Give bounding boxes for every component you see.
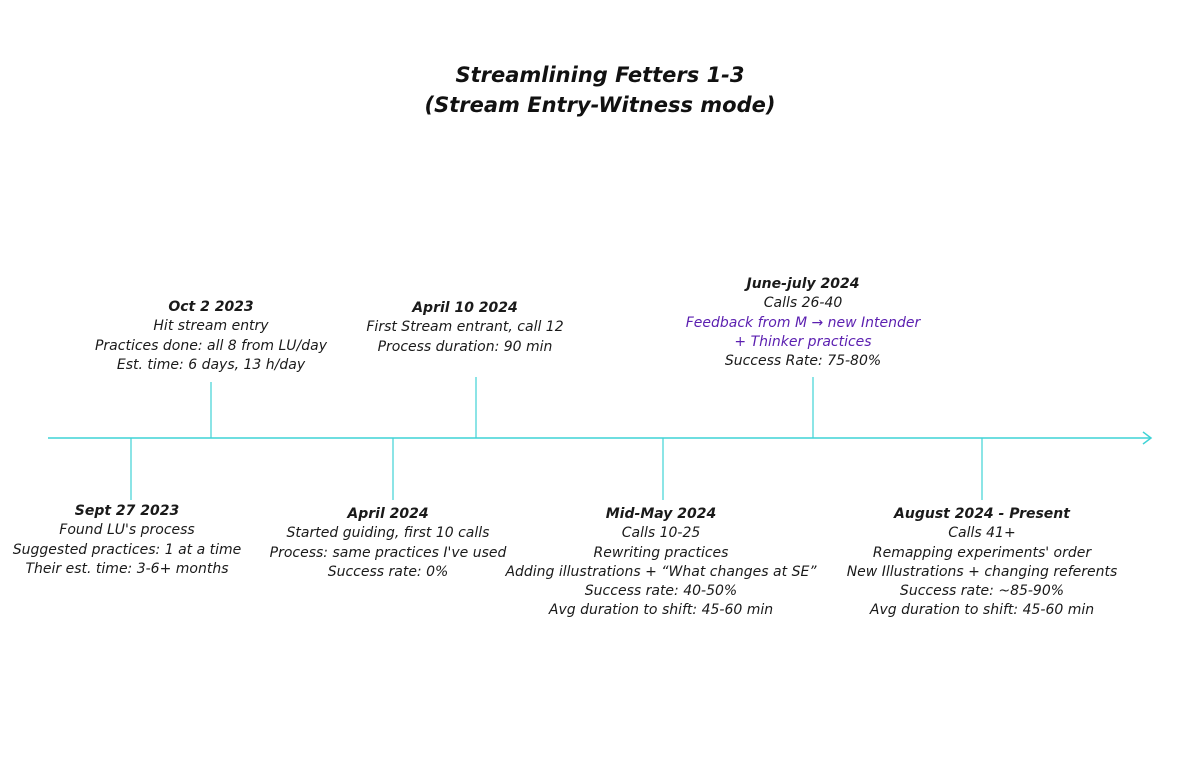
event-line: Rewriting practices: [593, 544, 729, 561]
event-line: Process: same practices I've used: [269, 544, 507, 561]
event-date: August 2024 - Present: [894, 506, 1070, 522]
title-line-2: (Stream Entry-Witness mode): [424, 93, 776, 117]
event-mid-may-2024: [505, 505, 816, 621]
event-date: April 2024: [347, 506, 429, 522]
event-date: Oct 2 2023: [168, 299, 254, 315]
event-line: Found LU's process: [59, 522, 195, 539]
event-line: Avg duration to shift: 45-60 min: [548, 602, 774, 619]
title-line-1: Streamlining Fetters 1-3: [455, 63, 745, 87]
event-april-10-2024: [366, 299, 563, 357]
event-line: Started guiding, first 10 calls: [286, 525, 490, 542]
event-line: Avg duration to shift: 45-60 min: [869, 602, 1095, 619]
event-line: Remapping experiments' order: [872, 544, 1092, 561]
event-line: Success Rate: 75-80%: [724, 353, 882, 370]
event-date: Sept 27 2023: [74, 503, 180, 519]
event-august-2024-present: [847, 505, 1118, 621]
event-line: Success rate: ~85-90%: [899, 583, 1065, 600]
event-date: June-july 2024: [746, 276, 860, 292]
event-line: Suggested practices: 1 at a time: [12, 541, 242, 558]
event-line: Calls 26-40: [763, 295, 843, 312]
event-date: Mid-May 2024: [605, 506, 717, 522]
event-line: New Illustrations + changing referents: [846, 563, 1118, 580]
event-line: Est. time: 6 days, 13 h/day: [116, 356, 306, 373]
event-highlight-line: Feedback from M → new Intender: [685, 314, 921, 331]
event-line: Success rate: 0%: [327, 563, 449, 580]
event-line: Their est. time: 3-6+ months: [25, 560, 229, 577]
event-line: Hit stream entry: [153, 318, 269, 335]
event-highlight-line: + Thinker practices: [734, 333, 872, 350]
event-april-2024: [270, 505, 507, 582]
event-line: Practices done: all 8 from LU/day: [94, 337, 328, 354]
event-line: First Stream entrant, call 12: [366, 319, 564, 336]
event-date: April 10 2024: [412, 300, 518, 316]
event-line: Adding illustrations + “What changes at SE”: [505, 563, 817, 580]
event-line: Success rate: 40-50%: [584, 583, 738, 600]
event-line: Process duration: 90 min: [377, 338, 553, 355]
event-sept-27-2023: [13, 502, 241, 579]
event-oct-2-2023: [95, 298, 327, 375]
event-line: Calls 41+: [948, 525, 1016, 542]
event-line: Calls 10-25: [621, 525, 701, 542]
event-june-july-2024: [686, 275, 921, 371]
